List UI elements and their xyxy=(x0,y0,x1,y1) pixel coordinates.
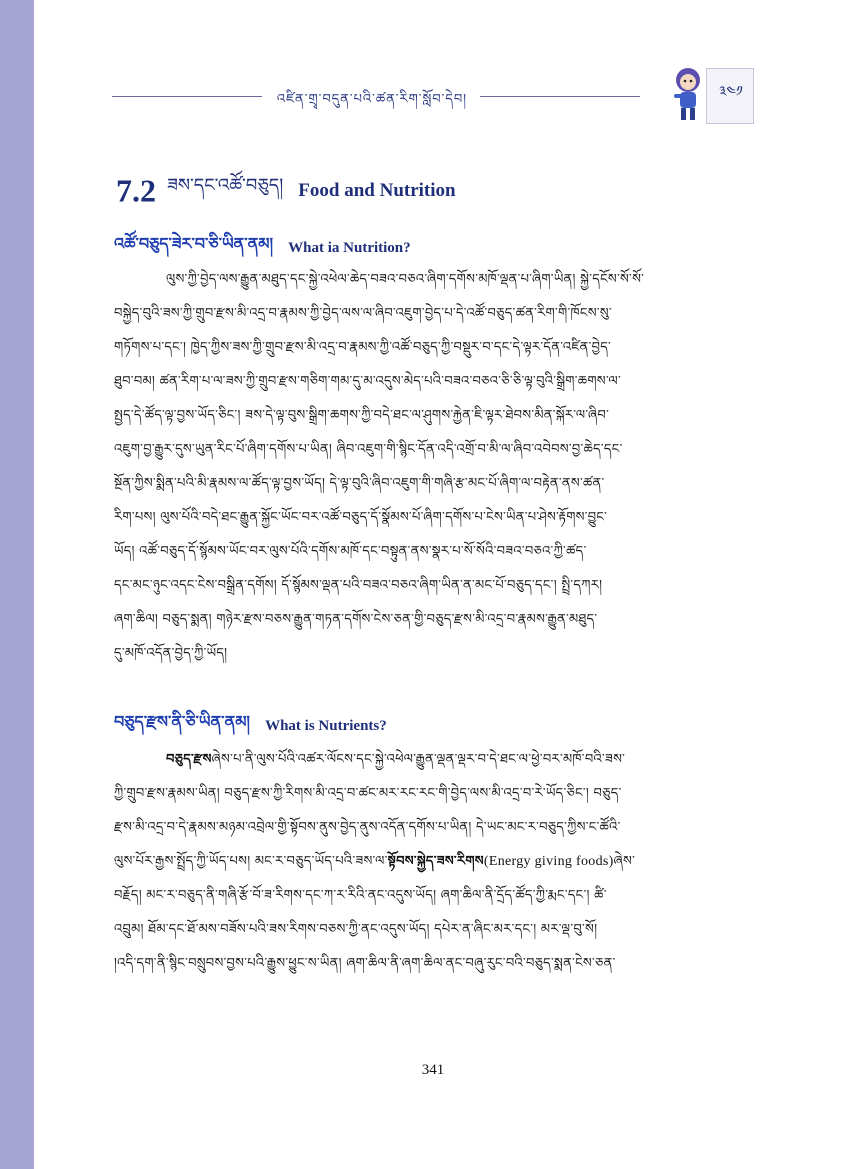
paragraph-line: འབྲུམ། ཐོམ་དང་ཐོ་མས་བཟོས་པའི་ཟས་རིགས་བཅས་ཀྱི་ནང་འདུས་ཡོད། དཔེར་ན་ཞིང་མར་དང་། མར་ལྡ་བུ་སོ། xyxy=(114,922,598,937)
header-rule-left xyxy=(112,96,262,97)
paragraph-line: ལུས་ཀྱི་བྱེད་ལས་རྒྱུན་མཐུད་དང་སྐྱེ་འཕེལ་ཆེད་བཟའ་བཅའ་ཞིག་དགོས་མཁོ་ལྡན་པ་ཞིག་ཡིན། སྐྱེ་དངོས་སོ་སོ་ xyxy=(166,272,645,287)
paragraph-line: །འདི་དག་ནི་སྙིང་བསྲུབས་བྱས་པའི་རྒྱུས་ཕྱུང་ས་ཡིན། ཞག་ཆིལ་ནི་ཞག་ཆིལ་ནང་བཞུ་རུང་བའི་བཅུད་སྨན་ངེས་ཅན་ xyxy=(114,956,616,971)
subsection-title-tibetan: བཅུད་རྫས་ནི་ཅི་ཡིན་ནམ། xyxy=(114,712,250,731)
line-text: ཞེས་པ་ནི་ལུས་པོའི་འཚར་ལོངས་དང་སྐྱེ་འཕེལ་རྒྱུན་ལྡན་ལྡར་བ་དེ་ཐང་ལ་ཕྱེ་བར་མཁོ་བའི་ཟས་ xyxy=(211,752,626,767)
paragraph-line: གཏོགས་པ་དང་། ཁྱེད་ཀྱིས་ཟས་ཀྱི་གྲུབ་རྫས་མི་འདྲ་བ་རྣམས་ཀྱི་འཚོ་བཅུད་ཀྱི་བསྡུར་བ་དང་དེ་ལྟར་དོན་འཛིན་བྱེད་ xyxy=(114,340,612,355)
bold-term: སྟོབས་སྐྱེད་ཟས་རིགས xyxy=(387,854,484,869)
section-heading xyxy=(116,166,456,209)
footer-page-number: 341 xyxy=(421,1062,445,1078)
subsection-title-english: What ia Nutrition? xyxy=(288,240,411,256)
paragraph-line: བསྐྱེད་བུའི་ཟས་ཀྱི་གྲུབ་རྫས་མི་འདྲ་བ་རྣམས་ཀྱི་བྱེད་ལས་ལ་ཞིབ་འཇུག་བྱེད་པ་དེ་འཚོ་བཅུད་ཚན་རིག་གི་ཁོངས་སུ་ xyxy=(114,306,612,321)
section-title-tibetan: ཟས་དང་འཚོ་བཅུད། xyxy=(167,175,284,196)
paragraph-line: ཡོད། འཚོ་བཅུད་དོ་སྙོམས་ཡོང་བར་ལུས་པོའི་དགོས་མཁོ་དང་བསྟུན་ནས་སྣར་པ་སོ་སོའི་བཟའ་བཅའ་ཀྱི་ཚད་ xyxy=(114,544,587,559)
paragraph-line: རིག་པས། ལུས་པོའི་བདེ་ཐང་རྒྱུན་སྐྱོང་ཡོང་བར་འཚོ་བཅུད་དོ་སྣོམས་པོ་ཞིག་དགོས་པ་ངེས་ཡིན་པ་ཤེས་རྟོགས་བྱུང་ xyxy=(114,510,608,525)
left-margin-band xyxy=(0,0,34,1169)
mascot-icon xyxy=(666,64,710,124)
section-number: 7.2 xyxy=(116,172,156,209)
page-number-box xyxy=(706,68,754,124)
header-rule-right xyxy=(480,96,640,97)
paragraph-line xyxy=(114,846,754,874)
subsection-title-tibetan: འཚོ་བཅུད་ཟེར་བ་ཅི་ཡིན་ནམ། xyxy=(114,234,274,253)
paragraph-line xyxy=(166,744,754,772)
paragraph-line: འཇུག་བྱ་རྒྱུར་དུས་ཡུན་རིང་པོ་ཞིག་དགོས་པ་ཡིན། ཞིབ་འཇུག་གི་སྙིང་དོན་འདི་འགྲོ་བ་མི་ལ་ཞིབ་འབེབས་བྱ་ཆེད་དང་ xyxy=(114,442,623,457)
paragraph-line: བརྗོད། མང་ར་བཅུད་ནི་གཞི་རྩོ་བོ་ཟ་རིགས་དང་ཀ་ར་རིའི་ནང་འདུས་ཡོད། ཞག་ཆིལ་ནི་དྲོད་ཚོད་ཀྱི་རྨང་དང་། ཚི་ xyxy=(114,888,607,903)
line-text: ལུས་པོར་རྒྱས་སྤྲོད་ཀྱི་ཡོད་པས། མང་ར་བཅུད་ཡོད་པའི་ཟས་ལ་ xyxy=(114,854,388,869)
paragraph-line: ཞག་ཆིལ། བཅུད་སྨན། གཉེར་རྫས་བཅས་རྒྱུན་གཏན་དགོས་ངེས་ཅན་གྱི་བཅུད་རྫས་མི་འདྲ་བ་རྣམས་རྒྱུན་མཐུད་ xyxy=(114,612,598,627)
paragraph-line: དང་མང་ཉུང་འདང་ངེས་བསྒྲིན་དགོས། དོ་སྙོམས་ལྡན་པའི་བཟའ་བཅའ་ཞིག་ཡིན་ན་མང་པོ་བཅུད་དང་། སྤྲི་དཀར། xyxy=(114,578,603,593)
subsection-heading-nutrients xyxy=(114,704,387,734)
section-title-english: Food and Nutrition xyxy=(298,180,456,201)
paragraph-line: སྔོན་ཀྱིས་སྨིན་པའི་མི་རྣམས་ལ་ཚོད་ལྟ་བྱས་ཡོད། དེ་ལྟ་བུའི་ཞིབ་འཇུག་གི་གཞི་རྩ་མང་པོ་ཞིག་ལ་བརྟེན་ནས་ཚན་ xyxy=(114,476,605,491)
subsection-title-english: What is Nutrients? xyxy=(265,718,387,734)
paragraph-line: དུ་མཁོ་འདོན་བྱེད་ཀྱི་ཡོད། xyxy=(114,646,228,661)
subsection-heading-nutrition xyxy=(114,226,411,256)
english-gloss: (Energy giving foods) xyxy=(483,854,614,869)
paragraph-line: སྤྱད་དེ་ཚོད་ལྟ་བྱས་ཡོད་ཅིང་། ཟས་དེ་ལྟ་བུས་སྒྲིག་ཆགས་ཀྱི་བདེ་ཐང་ལ་ཤུགས་རྐྱེན་ཇི་ལྟར་ཐེབས་མིན་སྐོར་ལ་ཞིབ་ xyxy=(114,408,610,423)
paragraph-line: ཐུབ་བམ། ཚན་རིག་པ་ལ་ཟས་ཀྱི་གྲུབ་རྫས་གཅིག་གམ་དུ་མ་འདུས་མེད་པའི་བཟའ་བཅའ་ཅི་ཅི་ལྟ་བུའི་སྒྲིག་ཆགས་ལ་ xyxy=(114,374,622,389)
page-number-tibetan: ༣༤༡ xyxy=(719,84,743,100)
line-text: ཞེས་ xyxy=(613,854,636,869)
paragraph-line: ཀྱི་གྲུབ་རྫས་རྣམས་ཡིན། བཅུད་རྫས་ཀྱི་རིགས་མི་འདྲ་བ་ཚང་མར་རང་རང་གི་བྱེད་ལས་མི་འདྲ་བ་རེ་ཡོད་ཅིང་། བཅུད་ xyxy=(114,786,622,801)
paragraph-line: རྫས་མི་འདྲ་བ་དེ་རྣམས་མཉམ་འབྲེལ་གྱི་སྟོབས་ནུས་བྱེད་ནུས་འདོན་དགོས་པ་ཡིན། དེ་ཡང་མང་ར་བཅུད་ཀྱིས་ང་ཚོའི་ xyxy=(114,820,621,835)
bold-term: བཅུད་རྫས xyxy=(166,752,212,767)
running-title: འཛིན་གྲྭ་བདུན་པའི་ཚན་རིག་སློབ་དེབ། xyxy=(276,92,468,107)
